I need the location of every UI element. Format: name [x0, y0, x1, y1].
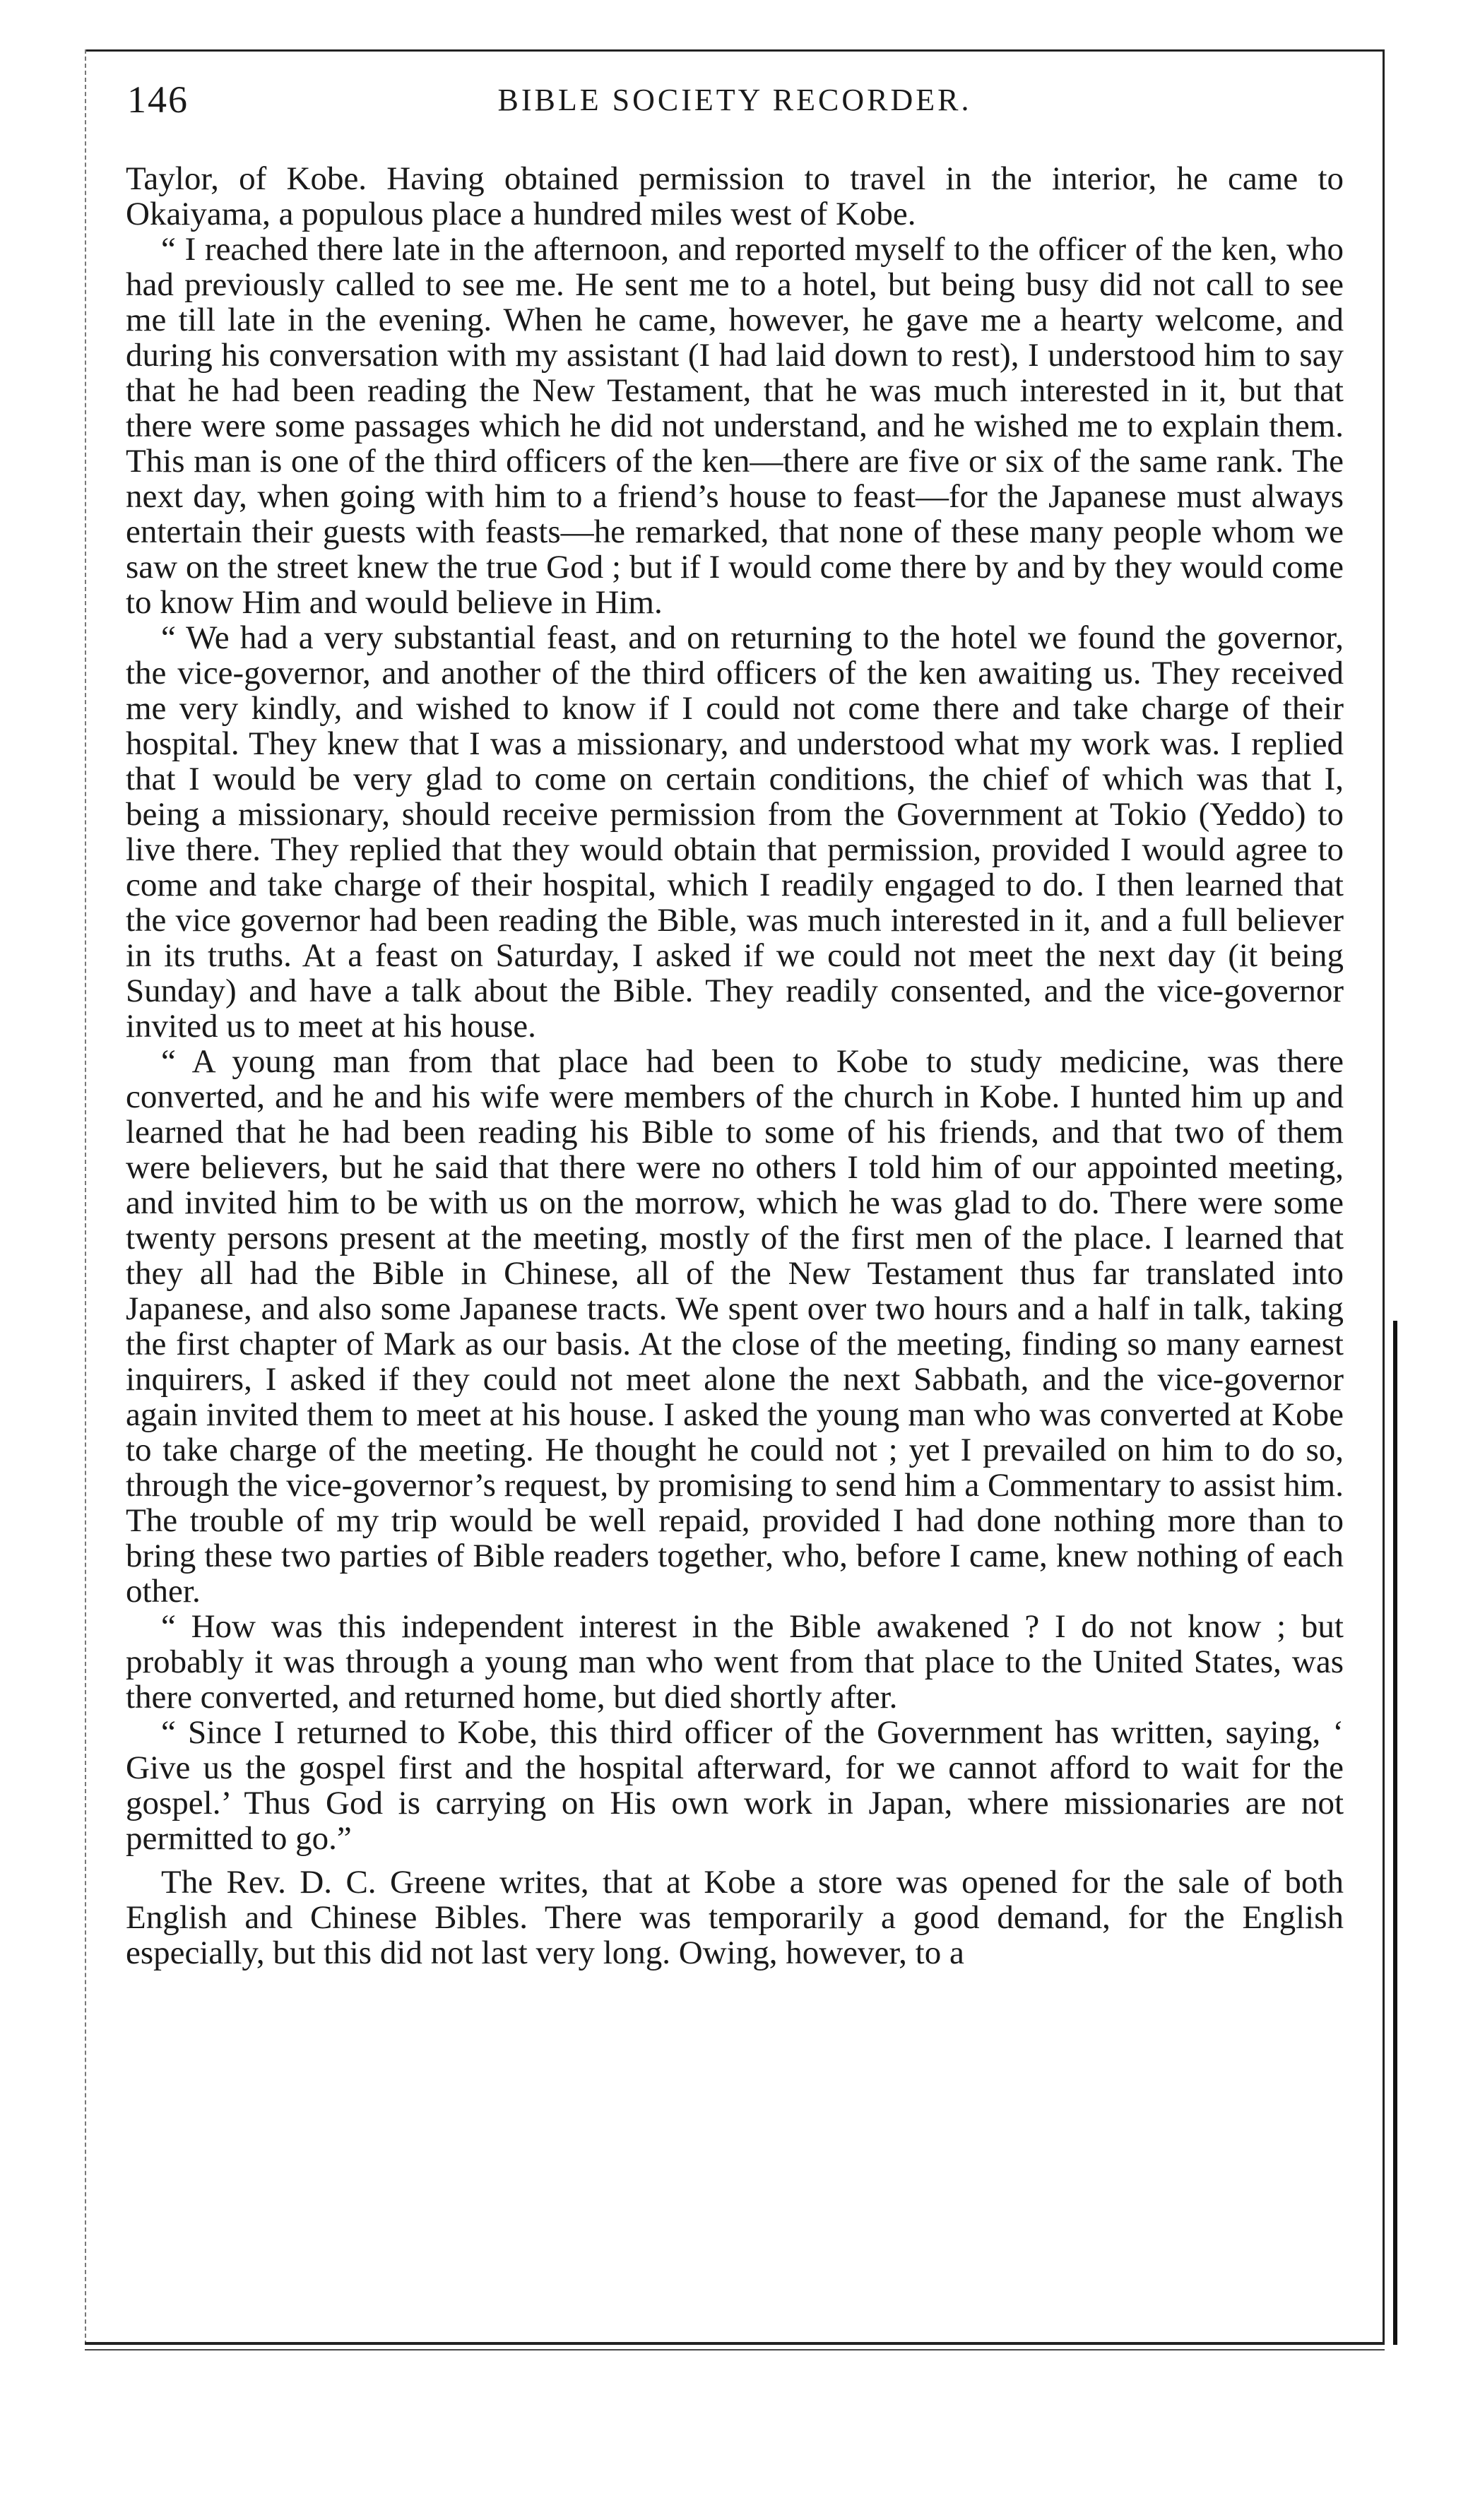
article-body [126, 161, 1344, 1971]
page-frame [85, 49, 1385, 2345]
bottom-rule [85, 2342, 1385, 2345]
left-margin-rule [85, 49, 86, 2345]
paragraph-young-man: “ A young man from that place had been to Kobe to study medicine, was there converted, and he and his wife were members of the church in Kobe. I hunted him up and learned that he had been reading his Bible to some of his friends, and that two of them were believers, but he said that there were no others I told him of our appointed meeting, and invited him to be with us on the morrow, which he was glad to do. There were some twenty persons present at the meeting, mostly of the first men of the place. I learned that they all had the Bible in Chinese, all of the New Testament thus far translated into Japanese, and also some Japanese tracts. We spent over two hours and a half in talk, taking the first chapter of Mark as our basis. At the close of the meeting, finding so many earnest inquirers, I asked if they could not meet alone the next Sabbath, and the vice-governor again invited them to meet at his house. I asked the young man who was converted at Kobe to take charge of the meeting. He thought he could not ; yet I prevailed on him to do so, through the vice-governor’s request, by promising to send him a Commentary to assist him. The trouble of my trip would be well repaid, provided I had done nothing more than to bring these two parties of Bible readers together, who, before I came, knew nothing of each other. [126, 1043, 1344, 1610]
page-header [127, 78, 1342, 134]
page-edge-shadow [1393, 1321, 1397, 2345]
top-rule [85, 49, 1385, 52]
bottom-rule-secondary [85, 2349, 1385, 2350]
paragraph-feast: “ We had a very substantial feast, and on returning to the hotel we found the governor, the vice-governor, and another of the third officers of the ken awaiting us. They received me very kindly, and wished to know if I could not come there and take charge of their hospital. They knew that I was a missionary, and understood what my work was. I replied that I would be very glad to come on certain conditions, the chief of which was that I, being a missionary, should receive permission from the Government at Tokio (Yeddo) to live there. They replied that they would obtain that permission, provided I would agree to come and take charge of their hospital, which I readily engaged to do. I then learned that the vice governor had been reading the Bible, was much interested in it, and a full believer in its truths. At a feast on Saturday, I asked if we could not meet the next day (it being Sunday) and have a talk about the Bible. They readily consented, and the vice-governor invited us to meet at his house. [126, 619, 1344, 1045]
running-title: BIBLE SOCIETY RECORDER. [497, 83, 972, 117]
paragraph-interest-origin: “ How was this independent interest in the Bible awakened ? I do not know ; but probably it was through a young man who went from that place to the United States, was there converted, and returned home, but died shortly after. [126, 1608, 1344, 1716]
page-number: 146 [127, 78, 189, 121]
paragraph-intro: Taylor, of Kobe. Having obtained permission to travel in the interior, he came to Okaiyama, a populous place a hundred miles west of Kobe. [126, 160, 1344, 232]
paragraph-greene-report: The Rev. D. C. Greene writes, that at Kobe a store was opened for the sale of both English and Chinese Bibles. There was temporarily a good demand, for the English especially, but this did not last very long. Owing, however, to a [126, 1864, 1344, 1971]
paragraph-okaiyama-arrival: “ I reached there late in the afternoon, and reported myself to the officer of the ken, who had previously called to see me. He sent me to a hotel, but being busy did not call to see me till late in the evening. When he came, however, he gave me a hearty welcome, and during his conversation with my assistant (I had laid down to rest), I understood him to say that he had been reading the New Testament, that he was much interested in it, but that there were some passages which he did not understand, and he wished me to explain them. This man is one of the third officers of the ken—there are five or six of the same rank. The next day, when going with him to a friend’s house to feast—for the Japanese must always entertain their guests with feasts—he remarked, that none of these many people whom we saw on the street knew the true God ; but if I would come there by and by they would come to know Him and would believe in Him. [126, 231, 1344, 621]
right-margin-rule [1383, 49, 1385, 2345]
paragraph-officer-letter: “ Since I returned to Kobe, this third officer of the Government has written, saying, ‘ Give us the gospel first and the hospital afterward, for we cannot afford to wait for the gospel.’ Thus God is carrying on His own work in Japan, where missionaries are not permitted to go.” [126, 1714, 1344, 1857]
